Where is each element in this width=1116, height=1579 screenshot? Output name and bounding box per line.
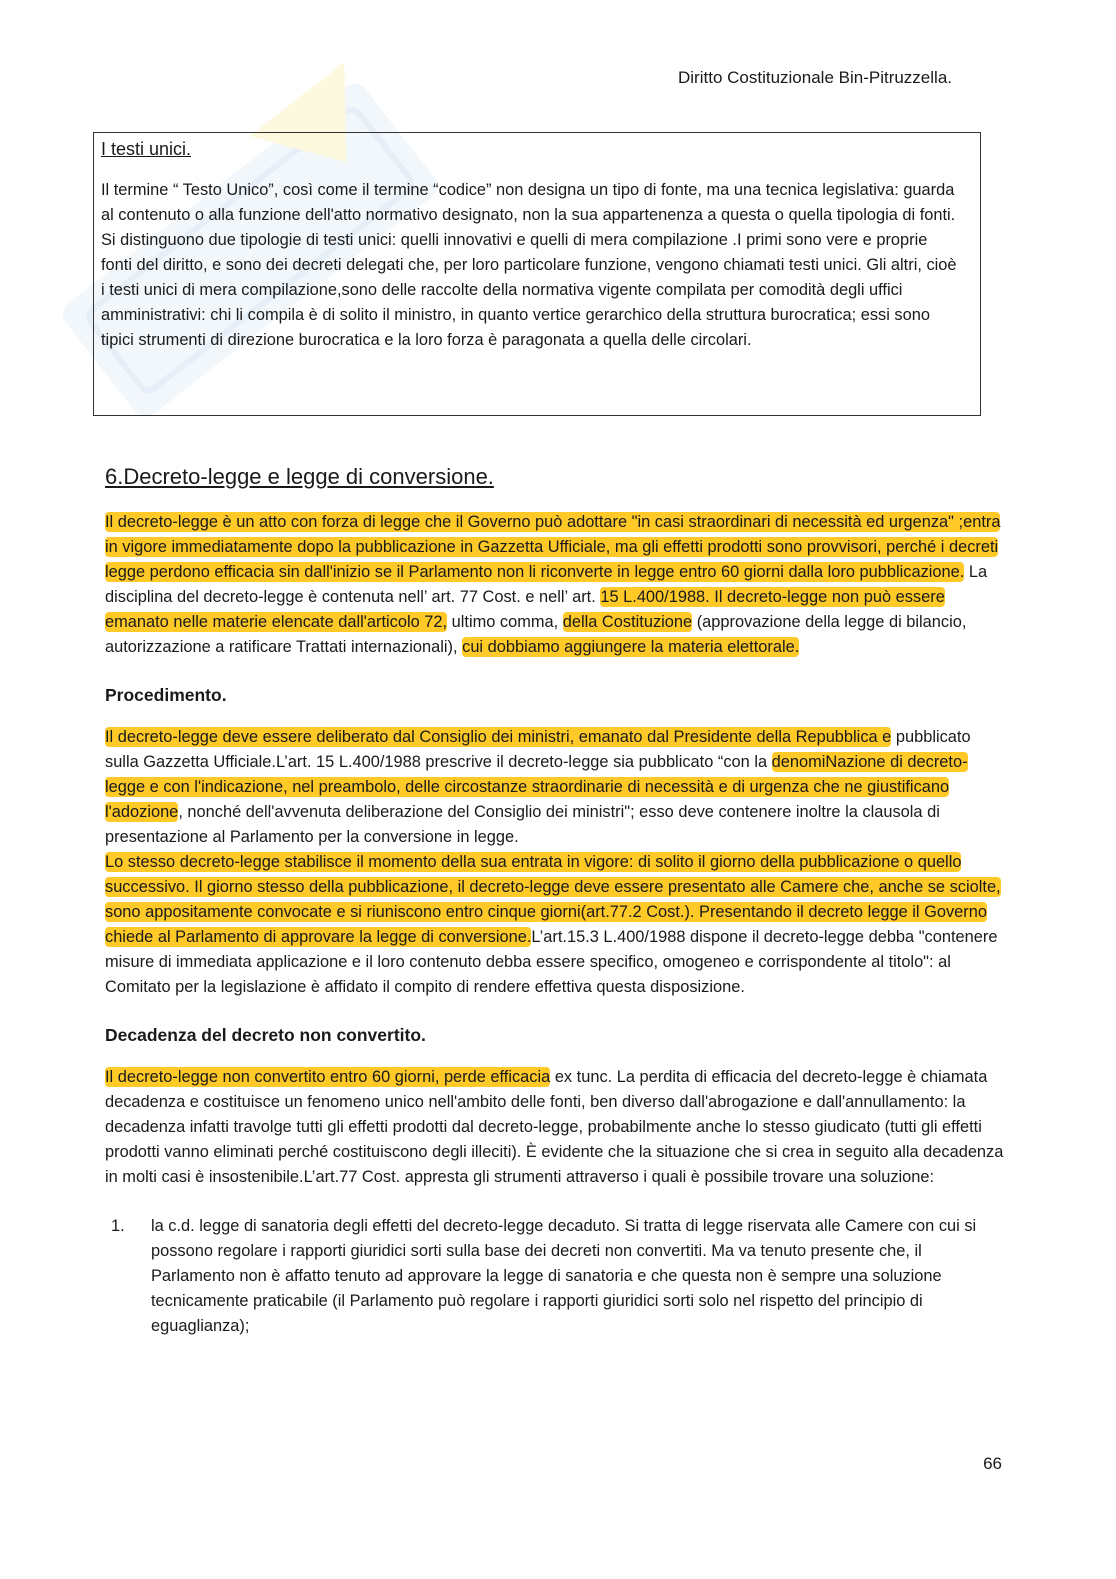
text: , nonché dell'avvenuta deliberazione del Consiglio dei ministri"; esso deve contenere inoltre la clausola di presentazione al Parlamento per la conversione in legge. bbox=[105, 803, 940, 846]
page-number: 66 bbox=[983, 1454, 1002, 1473]
section-title: 6.Decreto-legge e legge di conversione. bbox=[105, 464, 494, 489]
box-title: I testi unici. bbox=[101, 139, 192, 159]
highlight: denomiNazione di decreto-legge e con l'indicazione, nel preambolo, delle circostanze straordinarie di necessità e di urgenza che ne giustificano l'adozione bbox=[105, 753, 968, 821]
highlight: Il decreto-legge deve essere deliberato dal Consiglio dei ministri, emanato dal Presidente della Repubblica e bbox=[105, 728, 892, 746]
text: (approvazione della legge di bilancio, autorizzazione a ratificare Trattati internazionali), bbox=[105, 613, 967, 656]
text: pubblicato sulla Gazzetta Ufficiale.L’art. 15 L.400/1988 prescrive il decreto-legge sia pubblicato “con la bbox=[105, 728, 971, 771]
testi-unici-box bbox=[93, 132, 981, 416]
highlight: cui dobbiamo aggiungere la materia elettorale. bbox=[462, 638, 800, 656]
running-header: Diritto Costituzionale Bin-Pitruzzella. bbox=[678, 68, 952, 87]
list-number: 1. bbox=[111, 1217, 125, 1235]
paragraph-decadenza bbox=[105, 1065, 1005, 1190]
list-text: la c.d. legge di sanatoria degli effetti del decreto-legge decaduto. Si tratta di legge riservata alle Camere con cui si possono regolare i rapporti giuridici sorti sulla base dei decreti non convertiti. Ma va tenuto presente che, il Parlamento non è affatto tenuto ad approvare la legge di sanatoria e che questa non è sempre una soluzione tecnicamente praticabile (il Parlamento può regolare i rapporti giuridici sorti solo nel rispetto del principio di eguaglianza); bbox=[151, 1217, 977, 1335]
paragraph-procedimento bbox=[105, 725, 1005, 1000]
main-content bbox=[105, 462, 1005, 1339]
solutions-list bbox=[105, 1214, 1005, 1339]
box-text: Il termine “ Testo Unico”, così come il termine “codice” non designa un tipo di fonte, ma una tecnica legislativa: guarda al contenuto o alla funzione dell'atto normativo designato, non la sua appartenenza a questa o quella tipologia di fonti. Si distinguono due tipologie di testi unici: quelli innovativi e quelli di mera compilazione .I primi sono vere e proprie fonti del diritto, e sono dei decreti delegati che, per loro particolare funzione, vengono chiamati testi unici. Gli altri, cioè i testi unici di mera compilazione,sono delle raccolte della normativa vigente compilata per comodità degli uffici amministrativi: chi li compila è di solito il ministro, in quanto vertice gerarchico della struttura burocratica; essi sono tipici strumenti di direzione burocratica e la loro forza è paragonata a quella delle circolari. bbox=[101, 181, 957, 349]
subheading-decadenza: Decadenza del decreto non convertito. bbox=[105, 1025, 426, 1045]
paragraph-decreto-legge bbox=[105, 510, 1005, 660]
text: ultimo comma, bbox=[447, 613, 563, 631]
highlight: della Costituzione bbox=[562, 613, 693, 631]
list-item bbox=[105, 1214, 1005, 1339]
text: L’art.15.3 L.400/1988 dispone il decreto-legge debba "contenere misure di immediata applicazione e il loro contenuto debba essere specifico, omogeneo e corrispondente al titolo": al Comitato per la legislazione è affidato il compito di rendere effettiva questa disposizione. bbox=[105, 928, 998, 996]
highlight: Il decreto-legge è un atto con forza di legge che il Governo può adottare "in casi straordinari di necessità ed urgenza" ;entra in vigore immediatamente dopo la pubblicazione in Gazzetta Ufficiale, ma gli effetti prodotti sono provvisori, perché i decreti legge perdono efficacia sin dall'inizio se il Parlamento non li riconverte in legge entro 60 giorni dalla loro pubblicazione. bbox=[105, 513, 1001, 581]
text: , probabilmente anche lo stesso giudicato (tutti gli effetti prodotti vanno eliminati perché costituiscono degli illeciti). È evidente che la situazione che si crea in seguito alla decadenza in molti casi è insostenibile.L’art.77 Cost. appresta gli strumenti attraverso i quali è possibile trovare una soluzione: bbox=[105, 1118, 1004, 1186]
subheading-procedimento: Procedimento. bbox=[105, 685, 227, 705]
text: La disciplina del decreto-legge è contenuta nell’ art. 77 Cost. e nell’ art. bbox=[105, 563, 988, 606]
highlight: 15 L.400/1988. Il decreto-legge non può essere emanato nelle materie elencate dall'articolo 72, bbox=[105, 588, 945, 631]
text: ex tunc. La perdita di efficacia del decreto-legge è chiamata decadenza e costituisce un fenomeno unico nell'ambito delle fonti, ben diverso dall'abrogazione e dall'annullamento: la decadenza infatti travolge tutti gli effetti prodotti dal decreto-legge bbox=[105, 1068, 988, 1136]
highlight: Lo stesso decreto-legge stabilisce il momento della sua entrata in vigore: di solito il giorno della pubblicazione o quello successivo. Il giorno stesso della pubblicazione, il decreto-legge deve essere presentato alle Camere che, anche se sciolte, sono appositamente convocate e si riuniscono entro cinque giorni(art.77.2 Cost.). Presentando il decreto legge il Governo chiede al Parlamento di approvare la legge di conversione. bbox=[105, 853, 1001, 946]
highlight: Il decreto-legge non convertito entro 60 giorni, perde efficacia bbox=[105, 1068, 551, 1086]
